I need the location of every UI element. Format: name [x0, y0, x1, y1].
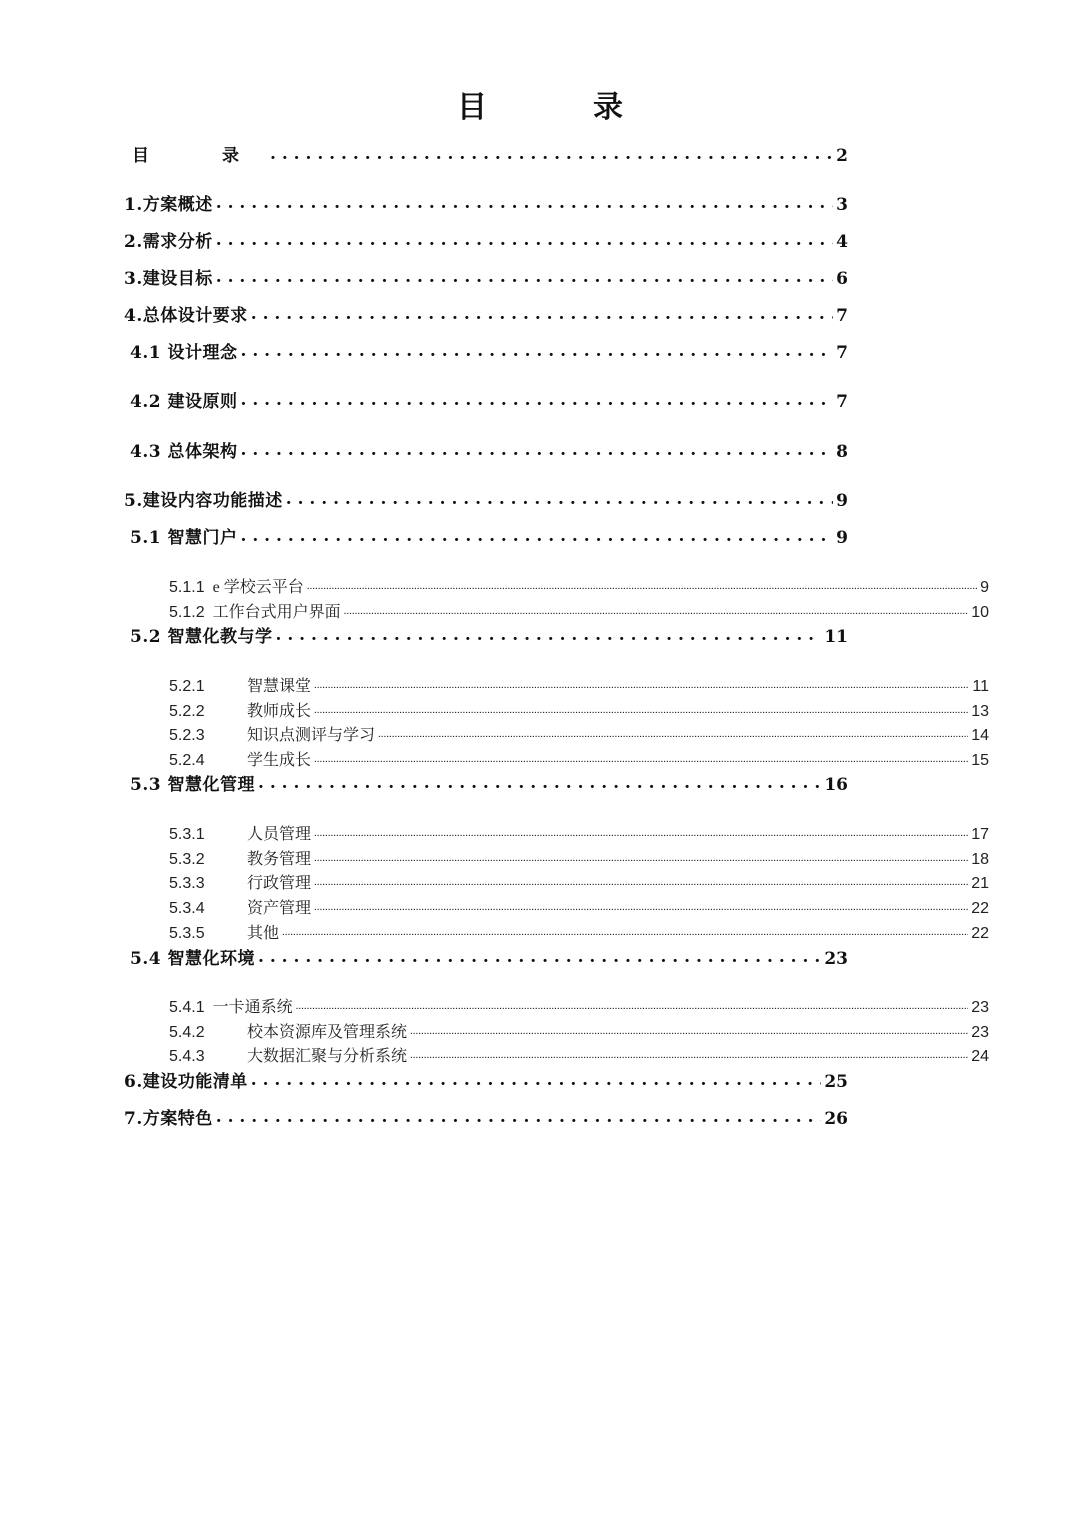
toc-label: 一卡通系统	[212, 999, 293, 1016]
toc-leader	[410, 1045, 968, 1063]
toc-label: 1.方案概述	[124, 195, 213, 215]
toc-entry[interactable]	[169, 673, 989, 695]
toc-leader	[276, 625, 822, 645]
toc-leader	[314, 700, 968, 718]
toc-page-number: 17	[971, 826, 989, 843]
toc-page-number: 2	[836, 146, 848, 166]
toc-label: 知识点测评与学习	[247, 727, 376, 744]
toc-label: 目 录	[132, 146, 267, 166]
toc-number: 5.3.5	[169, 925, 205, 942]
toc-leader	[314, 848, 968, 866]
toc-entry[interactable]	[169, 870, 989, 892]
toc-page-number: 9	[980, 579, 989, 596]
toc-label: 其他	[247, 925, 280, 942]
toc-label: 2.需求分析	[124, 232, 213, 252]
toc-entry[interactable]	[169, 698, 989, 720]
toc-leader	[344, 601, 969, 619]
toc-leader	[410, 1021, 968, 1039]
toc-page-number: 24	[971, 1048, 989, 1065]
page-title: 目 录	[457, 90, 661, 125]
toc-page-number: 9	[836, 491, 848, 511]
toc-entry[interactable]	[130, 437, 848, 463]
toc-label: 学生成长	[247, 752, 312, 769]
toc-label: 5.4 智慧化环境	[130, 949, 255, 969]
toc-label: 校本资源库及管理系统	[247, 1024, 408, 1041]
toc-leader	[286, 489, 833, 509]
toc-entry[interactable]	[130, 387, 848, 413]
toc-entry[interactable]	[124, 190, 848, 216]
toc-label: 6.建设功能清单	[124, 1072, 248, 1092]
toc-leader	[314, 897, 968, 915]
toc-entry[interactable]	[130, 338, 848, 364]
toc-entry[interactable]	[169, 994, 989, 1016]
toc-page-number: 11	[824, 627, 848, 647]
toc-number: 5.3.4	[169, 900, 205, 917]
toc-entry[interactable]	[169, 895, 989, 917]
toc-number: 5.1.2	[169, 604, 205, 621]
toc-page-number: 26	[824, 1109, 848, 1129]
toc-leader	[241, 440, 834, 460]
toc-leader	[216, 230, 833, 250]
toc-entry[interactable]	[124, 227, 848, 253]
toc-label: 教务管理	[247, 851, 312, 868]
toc-label: 大数据汇聚与分析系统	[247, 1048, 408, 1065]
toc-leader	[241, 341, 834, 361]
toc-entry[interactable]	[169, 1043, 989, 1065]
toc-label: 教师成长	[247, 703, 312, 720]
toc-entry[interactable]	[124, 264, 848, 290]
toc-entry[interactable]	[169, 846, 989, 868]
toc-entry[interactable]	[130, 523, 848, 549]
toc-entry[interactable]	[169, 1019, 989, 1041]
toc-leader	[216, 267, 833, 287]
toc-number: 5.2.4	[169, 752, 205, 769]
toc-page-number: 7	[836, 392, 848, 412]
toc-entry[interactable]	[124, 486, 848, 512]
toc-number: 5.1.1	[169, 579, 205, 596]
toc-label: 行政管理	[247, 875, 312, 892]
toc-label: 4.1 设计理念	[130, 343, 238, 363]
toc-number: 5.4.3	[169, 1048, 205, 1065]
toc-page-number: 6	[836, 269, 848, 289]
toc-leader	[251, 1070, 822, 1090]
toc-page-number: 7	[836, 343, 848, 363]
toc-page-number: 8	[836, 442, 848, 462]
toc-label: 4.总体设计要求	[124, 306, 248, 326]
toc-leader	[270, 144, 833, 164]
toc-number: 5.3.2	[169, 851, 205, 868]
toc-entry[interactable]	[130, 944, 848, 970]
toc-page-number: 23	[971, 1024, 989, 1041]
toc-number: 5.3.3	[169, 875, 205, 892]
toc-number: 5.4.1	[169, 999, 205, 1016]
toc-label: 5.建设内容功能描述	[124, 491, 283, 511]
toc-page-number: 18	[971, 851, 989, 868]
toc-leader	[296, 996, 969, 1014]
toc-entry[interactable]	[169, 821, 989, 843]
toc-leader	[258, 773, 821, 793]
toc-leader	[251, 304, 833, 324]
toc-entry[interactable]	[130, 622, 848, 648]
toc-page-number: 11	[972, 678, 989, 695]
toc-page-number: 23	[971, 999, 989, 1016]
toc-label: 3.建设目标	[124, 269, 213, 289]
toc-entry[interactable]	[124, 1104, 848, 1130]
toc-leader	[241, 526, 834, 546]
toc-number: 5.4.2	[169, 1024, 205, 1041]
toc-number: 5.2.1	[169, 678, 205, 695]
toc-page-number: 9	[836, 528, 848, 548]
toc-leader	[314, 749, 968, 767]
toc-leader	[314, 872, 968, 890]
toc-leader	[378, 724, 968, 742]
toc-page-number: 22	[971, 900, 989, 917]
toc-label: 5.1 智慧门户	[130, 528, 238, 548]
toc-page-number: 13	[971, 703, 989, 720]
toc-number: 5.2.3	[169, 727, 205, 744]
toc-label: e 学校云平台	[212, 579, 304, 596]
toc-entry[interactable]	[130, 770, 848, 796]
toc-entry[interactable]	[169, 920, 989, 942]
toc-label: 人员管理	[247, 826, 312, 843]
toc-leader	[314, 675, 969, 693]
toc-page-number: 23	[824, 949, 848, 969]
toc-leader	[216, 193, 833, 213]
toc-page-number: 16	[824, 775, 848, 795]
toc-leader	[241, 390, 834, 410]
toc-label: 资产管理	[247, 900, 312, 917]
toc-leader	[314, 823, 968, 841]
toc-entry[interactable]	[124, 301, 848, 327]
toc-entry[interactable]	[124, 1067, 848, 1093]
toc-page-number: 21	[971, 875, 989, 892]
toc-label: 4.2 建设原则	[130, 392, 238, 412]
toc-leader	[216, 1107, 822, 1127]
toc-page-number: 22	[971, 925, 989, 942]
toc-entry[interactable]	[169, 599, 989, 621]
toc-number: 5.2.2	[169, 703, 205, 720]
toc-label: 工作台式用户界面	[212, 604, 341, 621]
toc-entry[interactable]	[169, 722, 989, 744]
toc-page-number: 7	[836, 306, 848, 326]
toc-page-number: 4	[836, 232, 848, 252]
toc-leader	[258, 947, 821, 967]
toc-label: 4.3 总体架构	[130, 442, 238, 462]
toc-page-number: 3	[836, 195, 848, 215]
toc-label: 5.2 智慧化教与学	[130, 627, 273, 647]
toc-leader	[282, 922, 968, 940]
toc-page-number: 25	[824, 1072, 848, 1092]
toc-number: 5.3.1	[169, 826, 205, 843]
toc-leader	[307, 576, 977, 594]
toc-page-number: 15	[971, 752, 989, 769]
toc-label: 7.方案特色	[124, 1109, 213, 1129]
toc-label: 智慧课堂	[247, 678, 312, 695]
toc-entry-contents[interactable]	[132, 141, 848, 167]
toc-page-number: 10	[971, 604, 989, 621]
toc-entry[interactable]	[169, 574, 989, 596]
toc-entry[interactable]	[169, 747, 989, 769]
toc-page-number: 14	[971, 727, 989, 744]
toc-label: 5.3 智慧化管理	[130, 775, 255, 795]
